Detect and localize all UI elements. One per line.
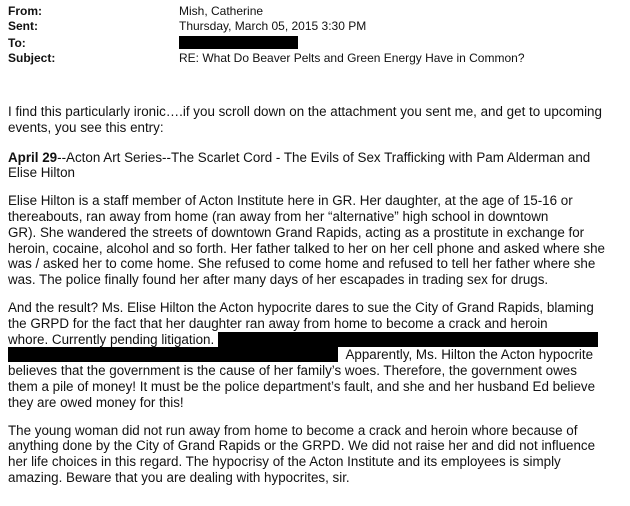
sent-value: Thursday, March 05, 2015 3:30 PM — [179, 19, 367, 33]
from-value: Mish, Catherine — [179, 4, 264, 18]
body-line: they are owed money for this! — [8, 394, 184, 410]
body-line: was / asked her to come home. She refused to come home and refused to tell her father where she — [8, 256, 596, 272]
body-line: anything done by the City of Grand Rapids or the GRPD. We did not raise her and did not influence — [8, 438, 596, 454]
body-line: her life choices in this regard. The hypocrisy of the Acton Institute and its employees is simply — [8, 454, 561, 470]
body-line: The young woman did not run away from home to become a crack and heroin whore because of — [8, 422, 578, 438]
body-line: thereabouts, ran away from home (ran away from her “alternative” high school in downtown — [8, 208, 549, 224]
body-line — [8, 347, 624, 363]
to-redaction — [179, 36, 298, 49]
email-body — [8, 104, 624, 486]
body-line: was. The police finally found her after many days of her escapades in trading sex for drugs. — [8, 272, 549, 288]
subject-label: Subject: — [8, 51, 56, 65]
body-line: Elise Hilton — [8, 165, 75, 181]
to-label: To: — [8, 36, 26, 50]
from-label: From: — [8, 4, 42, 18]
body-line: And the result? Ms. Elise Hilton the Acton hypocrite dares to sue the City of Grand Rapids, blaming — [8, 299, 594, 315]
subject-value: RE: What Do Beaver Pelts and Green Energy Have in Common? — [179, 51, 525, 65]
body-line: events, you see this entry: — [8, 119, 164, 135]
body-line: I find this particularly ironic….if you scroll down on the attachment you sent me, and get to upcoming — [8, 104, 602, 119]
body-line: GR). She wandered the streets of downtown Grand Rapids, acting as a prostitute in exchange for — [8, 224, 585, 240]
body-line: believes that the government is the cause of her family’s woes. Therefore, the government owes — [8, 363, 577, 379]
body-text-fragment: Apparently, Ms. Hilton the Acton hypocrite — [345, 347, 594, 363]
event-title: --Acton Art Series--The Scarlet Cord - The Evils of Sex Trafficking with Pam Alderman and — [57, 149, 591, 165]
body-text-fragment: whore. Currently pending litigation. — [8, 331, 215, 347]
body-line: the GRPD for the fact that her daughter ran away from home to become a crack and heroin — [8, 315, 548, 331]
redaction-block — [8, 347, 338, 362]
sent-label: Sent: — [8, 19, 38, 33]
body-line: amazing. Beware that you are dealing with hypocrites, sir. — [8, 469, 350, 485]
event-line — [8, 150, 624, 166]
body-line — [8, 332, 624, 348]
redaction-block — [218, 332, 598, 347]
body-line: them a pile of money! It must be the police department’s fault, and she and her husband Ed believe — [8, 378, 596, 394]
body-line: heroin, cocaine, alcohol and so forth. Her father talked to her on her cell phone and asked where she — [8, 240, 606, 256]
event-date: April 29 — [8, 149, 58, 165]
body-line: Elise Hilton is a staff member of Acton Institute here in GR. Her daughter, at the age of 15-16 or — [8, 193, 573, 209]
